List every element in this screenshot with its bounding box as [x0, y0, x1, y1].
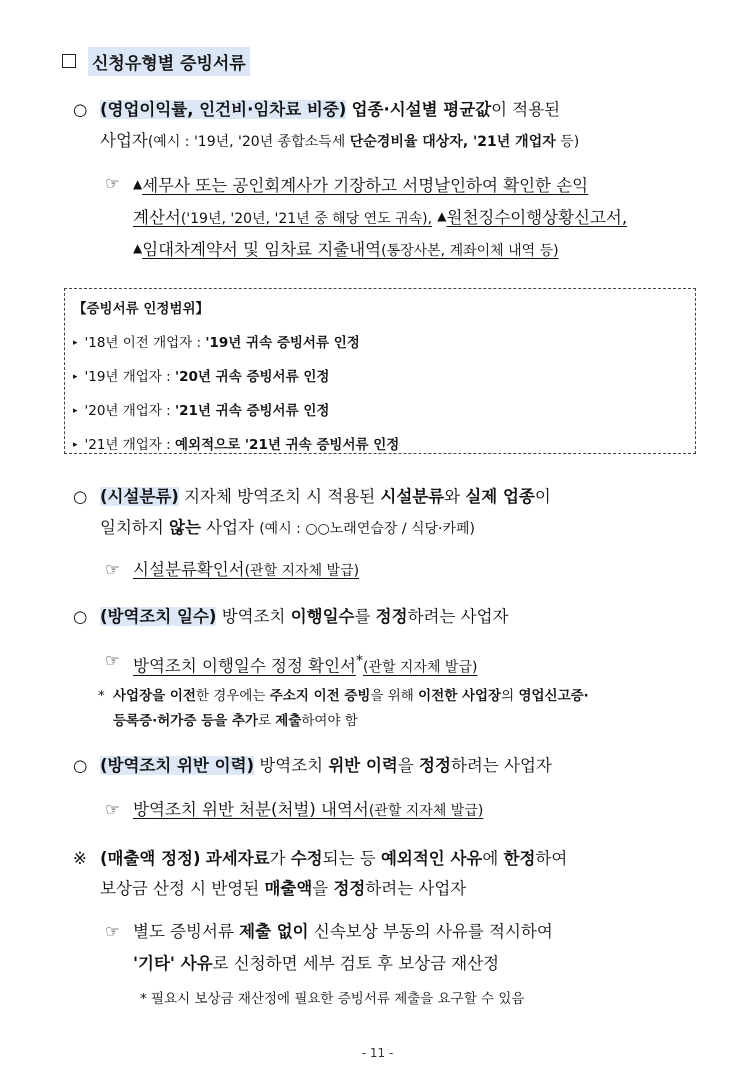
pointing-hand-icon: ☞	[105, 922, 120, 941]
s4-emph: 위반 이력	[328, 756, 398, 775]
s5-emph: 제출 없이	[239, 922, 309, 941]
s1-tag: (영업이익률, 인건비·임차료 비중)	[100, 100, 347, 119]
reference-mark: ※	[73, 849, 87, 868]
s3-footnote-mark: *	[355, 653, 363, 669]
s4-emph: 정정	[419, 756, 451, 775]
s3-note-emph: 사업장을 이전	[113, 688, 196, 704]
circle-bullet: ○	[73, 756, 88, 775]
s4-text: 을	[397, 756, 420, 775]
s1-doc3: 임대차계약서 및 임차료 지출내역	[142, 240, 382, 259]
s3-note-line1	[113, 685, 589, 708]
s1-example-end: 등)	[555, 134, 580, 150]
box-item	[73, 365, 329, 385]
box-item	[73, 331, 360, 351]
box-item-label: '21년 개업자 :	[84, 437, 176, 453]
s5-emph: 한정	[503, 849, 536, 868]
s2-text: 일치하지	[100, 518, 170, 537]
s1-doc1-b: 계산서	[133, 208, 181, 227]
s5-emph: 수정	[290, 849, 323, 868]
bullet-icon: ▸	[73, 372, 78, 382]
s2-line2	[100, 516, 475, 541]
s5-text: 하여	[535, 849, 568, 868]
s2-text: 와	[444, 487, 466, 506]
box-item-value: '21년 귀속 증빙서류 인정	[175, 403, 330, 419]
s1-example: (예시 : '19년, '20년 종합소득세	[147, 134, 350, 150]
s2-emph: 시설분류	[380, 487, 445, 506]
s5-p2	[133, 952, 499, 976]
pointing-hand-icon: ☞	[105, 651, 120, 670]
s3-emph: 정정	[375, 607, 408, 626]
s1-example-bold: 단순경비율 대상자, '21년 개업자	[349, 134, 556, 150]
s3-text: 하려는 사업자	[407, 607, 509, 626]
s5-emph: 과세자료	[205, 849, 270, 868]
s3-doc-issuer: (관할 지자체 발급)	[362, 659, 478, 676]
bullet-icon: ▸	[73, 440, 78, 450]
s5-p1	[133, 920, 553, 944]
note-asterisk: *	[98, 688, 105, 704]
s5-text: 별도 증빙서류	[133, 922, 240, 941]
s3-line1	[100, 605, 508, 629]
section-heading	[62, 48, 250, 74]
s3-text: 방역조치	[216, 607, 291, 626]
s5-line2	[100, 877, 466, 901]
s3-note-emph: 제출	[275, 713, 302, 729]
s4-doc	[133, 798, 483, 823]
triangle-icon: ▲	[133, 241, 143, 255]
s5-line1	[100, 847, 567, 871]
triangle-icon: ▲	[133, 177, 143, 191]
s3-doc	[133, 649, 477, 680]
s3-tag: (방역조치 일수)	[100, 607, 217, 626]
s1-line2	[100, 129, 579, 154]
s3-note-emph: 이전한 사업장	[418, 688, 502, 704]
s2-line1	[100, 485, 551, 509]
s5-text: 하려는 사업자	[365, 879, 467, 898]
s3-note-text: 을 위해	[370, 688, 419, 704]
s1-doc2: 원천징수이행상황신고서,	[446, 208, 628, 227]
s1-doc-line2	[133, 204, 627, 231]
s1-line1	[100, 98, 560, 122]
box-item-label: '20년 개업자 :	[84, 403, 176, 419]
s2-doc-issuer: (관할 지자체 발급)	[244, 563, 360, 579]
pointing-hand-icon: ☞	[105, 800, 120, 819]
box-item-value: 예외적으로 '21년 귀속 증빙서류 인정	[175, 437, 400, 453]
s5-text: 되는 등	[322, 849, 381, 868]
box-item-label: '18년 이전 개업자 :	[84, 335, 206, 351]
s3-note-emph: 주소지 이전 증빙	[269, 688, 371, 704]
s5-text: 가	[269, 849, 291, 868]
pointing-hand-icon: ☞	[105, 174, 120, 193]
s5-emph: 매출액	[264, 879, 313, 898]
s1-text: 이 적용된	[491, 100, 561, 119]
s2-tag: (시설분류)	[100, 487, 179, 506]
s3-note-text: 한 경우에는	[195, 688, 270, 704]
s5-text: 보상금 산정 시 반영된	[100, 879, 265, 898]
box-title: 【증빙서류 인정범위】	[73, 301, 210, 317]
s3-note-text: 의	[501, 688, 519, 704]
box-item	[73, 433, 399, 453]
s3-note-line2	[113, 710, 358, 733]
s5-text: 신속보상 부동의 사유를 적시하여	[308, 922, 553, 941]
s2-emph: 않는	[169, 518, 201, 537]
s5-emph: 정정	[333, 879, 366, 898]
box-item-value: '20년 귀속 증빙서류 인정	[175, 369, 330, 385]
s3-note-emph: 영업신고증·	[518, 688, 589, 704]
s3-note-text: 로	[257, 713, 276, 729]
s4-doc-name: 방역조치 위반 처분(처벌) 내역서	[133, 800, 369, 819]
s2-text: 이	[534, 487, 551, 506]
s1-doc3-b: (통장사본, 계좌이체 내역 등)	[381, 243, 559, 259]
page-title: 신청유형별 증빙서류	[88, 47, 250, 76]
s1-line2-text: 사업자	[100, 131, 148, 150]
s5-text: 에	[482, 849, 504, 868]
s5-emph: '기타' 사유	[133, 954, 213, 973]
s3-note-text: 하여야 함	[301, 713, 358, 729]
s2-text: 지자체 방역조치 시 적용된	[178, 487, 381, 506]
s2-doc-name: 시설분류확인서	[133, 560, 245, 579]
s2-text: 사업자	[200, 518, 260, 537]
s2-doc	[133, 558, 359, 583]
box-item-value: '19년 귀속 증빙서류 인정	[205, 335, 360, 351]
s2-emph: 실제 업종	[465, 487, 535, 506]
triangle-icon: ▲	[437, 209, 447, 223]
s5-emph: 예외적인 사유	[380, 849, 483, 868]
circle-bullet: ○	[73, 607, 88, 626]
box-item	[73, 399, 329, 419]
s1-doc-line1	[133, 172, 588, 198]
s3-text: 를	[354, 607, 376, 626]
s1-doc1: 세무사 또는 공인회계사가 기장하고 서명날인하여 확인한 손익	[142, 176, 589, 195]
bullet-icon: ▸	[73, 406, 78, 416]
page-number: - 11 -	[361, 1046, 394, 1060]
s5-text: 로 신청하면 세부 검토 후 보상금 재산정	[212, 954, 500, 973]
bullet-icon: ▸	[73, 338, 78, 348]
circle-bullet: ○	[73, 100, 88, 119]
checkbox-square-icon	[62, 54, 76, 68]
s5-note: * 필요시 보상금 재산정에 필요한 증빙서류 제출을 요구할 수 있음	[140, 991, 525, 1007]
s4-text: 방역조치	[254, 756, 329, 775]
s2-example: (예시 : ○○노래연습장 / 식당·카페)	[259, 521, 476, 537]
s3-doc-name: 방역조치 이행일수 정정 확인서	[133, 656, 356, 676]
s4-doc-issuer: (관할 지자체 발급)	[368, 803, 484, 819]
s4-tag: (방역조치 위반 이력)	[100, 756, 255, 775]
s3-note-emph: 등록증·허가증 등을 추가	[113, 713, 258, 729]
circle-bullet: ○	[73, 487, 88, 506]
s4-line1	[100, 754, 552, 778]
s5-tag: (매출액 정정)	[100, 849, 201, 868]
s4-text: 하려는 사업자	[450, 756, 552, 775]
s1-doc-line3	[133, 236, 559, 263]
box-item-label: '19년 개업자 :	[84, 369, 176, 385]
s1-doc1-c: ('19년, '20년, '21년 중 해당 연도 귀속),	[180, 211, 433, 227]
s1-emphasis: 업종·시설별 평균값	[351, 100, 492, 119]
s5-text: 을	[312, 879, 334, 898]
evidence-scope-box	[64, 288, 696, 454]
pointing-hand-icon: ☞	[105, 560, 120, 579]
s3-emph: 이행일수	[290, 607, 355, 626]
